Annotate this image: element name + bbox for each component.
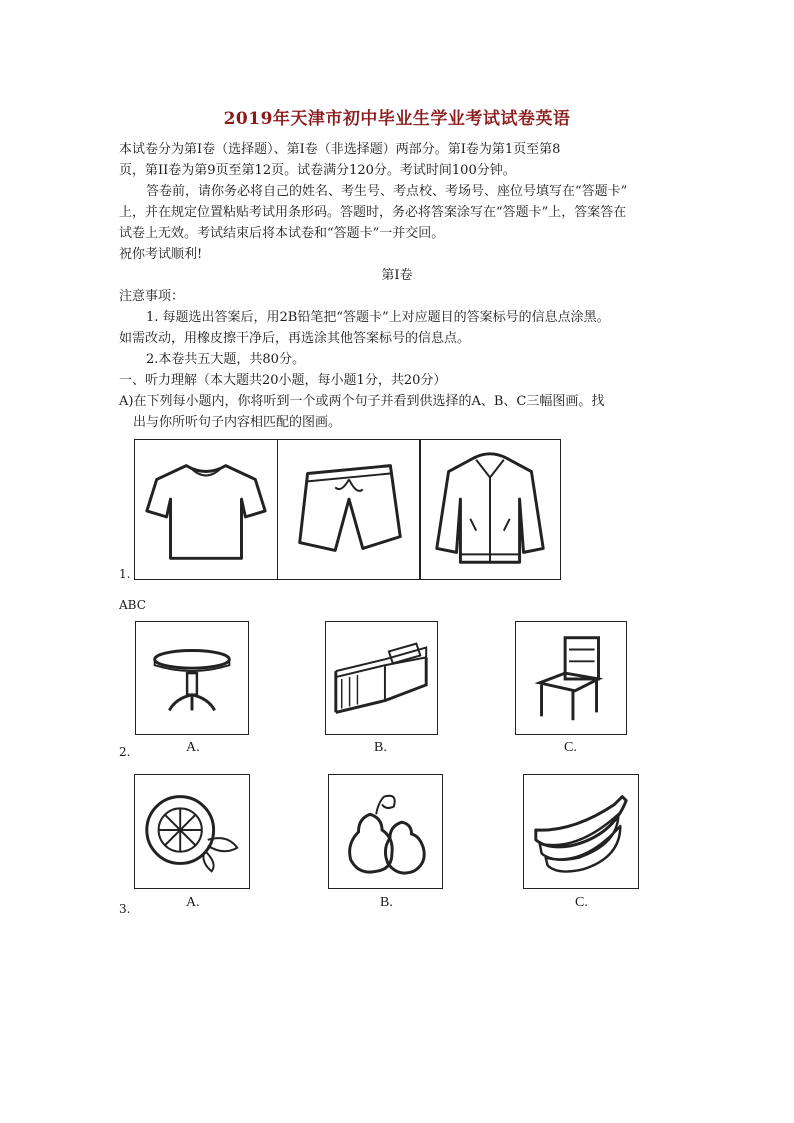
q2-option-b: B.: [374, 740, 387, 755]
part1-heading: 一、听力理解（本大题共20小题，每小题1分，共20分）: [119, 373, 447, 388]
q3-option-c: C.: [575, 895, 588, 910]
page-title: 2019年天津市初中毕业生学业考试试卷英语: [223, 109, 571, 129]
orange-icon: [135, 775, 249, 888]
question-1-options-label: ABC: [119, 598, 146, 612]
intro-line-5: 试卷上无效。考试结束后将本试卷和“答题卡”一并交回。: [119, 226, 445, 241]
q1-image-c: [420, 439, 561, 580]
q2-image-a: [135, 621, 249, 735]
chair-icon: [516, 622, 626, 734]
part1-instruction-1: A)在下列每小题内，你将听到一个或两个句子并看到供选择的A、B、C三幅图画。找: [119, 394, 605, 409]
q1-image-a: [134, 439, 278, 580]
intro-line-2: 页，第II卷为第9页至第12页。试卷满分120分。考试时间100分钟。: [119, 163, 516, 178]
part1-instruction-2: 出与你所听句子内容相匹配的图画。: [133, 415, 342, 430]
pear-icon: [329, 775, 442, 888]
banana-icon: [524, 775, 638, 888]
shorts-icon: [278, 440, 419, 579]
q2-option-c: C.: [564, 740, 577, 755]
intro-line-1: 本试卷分为第Ⅰ卷（选择题）、第Ⅰ卷（非选择题）两部分。第Ⅰ卷为第1页至第8: [119, 142, 561, 157]
notice-line-1: 1. 每题选出答案后，用2B铅笔把“答题卡”上对应题目的答案标号的信息点涂黑。: [146, 310, 610, 325]
q3-option-a: A.: [186, 895, 200, 910]
q3-option-b: B.: [380, 895, 393, 910]
q3-image-a: [134, 774, 250, 889]
jacket-icon: [421, 440, 560, 579]
intro-line-4: 上，并在规定位置粘贴考试用条形码。答题时，务必将答案涂写在“答题卡”上，答案答在: [119, 205, 627, 220]
question-1-number: 1.: [119, 567, 131, 581]
notice-heading: 注意事项：: [119, 289, 185, 304]
intro-line-3: 答卷前，请你务必将自己的姓名、考生号、考点校、考场号、座位号填写在“答题卡”: [146, 184, 628, 199]
q2-image-b: [325, 621, 438, 735]
q3-image-b: [328, 774, 443, 889]
q1-image-b: [277, 439, 420, 580]
t-shirt-icon: [135, 440, 277, 579]
section-heading: 第Ⅰ卷: [381, 268, 413, 283]
question-3-number: 3.: [119, 902, 131, 916]
intro-line-6: 祝你考试顺利!: [119, 247, 203, 262]
q2-option-a: A.: [186, 740, 200, 755]
table-icon: [136, 622, 248, 734]
q2-image-c: [515, 621, 627, 735]
notice-line-2: 如需改动，用橡皮擦干净后，再选涂其他答案标号的信息点。: [119, 331, 471, 346]
q3-image-c: [523, 774, 639, 889]
question-2-number: 2.: [119, 745, 131, 759]
bed-icon: [326, 622, 437, 734]
notice-line-3: 2.本卷共五大题，共80分。: [146, 352, 305, 367]
